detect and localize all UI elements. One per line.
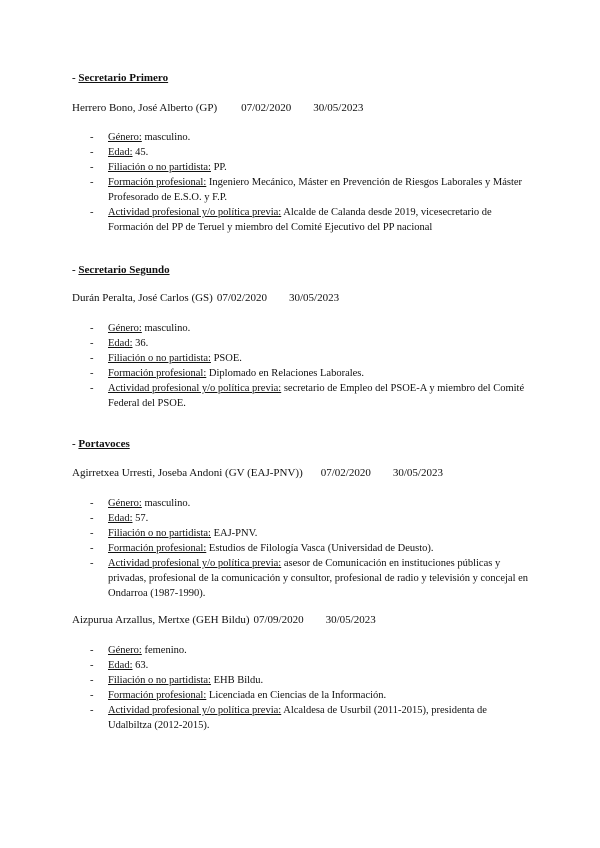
person-name: Durán Peralta, José Carlos (GS) [72,292,213,304]
attribute-filiacion: - Filiación o no partidista: EHB Bildu. [90,675,264,686]
attribute-list [90,321,530,411]
person-header [72,614,376,626]
attribute-edad: - Edad: 36. [90,338,149,349]
attribute-list [90,496,530,601]
person-name: Aizpurua Arzallus, Mertxe (GEH Bildu) [72,614,250,626]
person-name: Agirretxea Urresti, Joseba Andoni (GV (EAJ-PNV)) [72,467,303,479]
date-start: 07/02/2020 [216,292,267,304]
attribute-edad: - Edad: 45. [90,147,149,158]
attribute-edad: - Edad: 57. [90,513,149,524]
attribute-genero: - Género: masculino. [90,323,191,334]
person-header [72,292,339,304]
date-end: 30/05/2023 [392,467,443,479]
attribute-formacion: - Formación profesional: Licenciada en Ciencias de la Información. [90,690,387,701]
section-title-secretario-segundo: - Secretario Segundo [72,264,170,276]
attribute-actividad: - Actividad profesional y/o política previa: Alcalde de Calanda desde 2019, vicesecretario de Formación del PP de Teruel y miembro del Comité Ejecutivo del PP nacional [90,207,492,233]
date-end: 30/05/2023 [325,614,376,626]
attribute-edad: - Edad: 63. [90,660,149,671]
attribute-actividad: - Actividad profesional y/o política previa: Alcaldesa de Usurbil (2011-2015), presidenta de Udalbiltza (2012-2015). [90,705,487,731]
attribute-filiacion: - Filiación o no partidista: EAJ-PNV. [90,528,258,539]
attribute-list [90,643,530,733]
attribute-genero: - Género: masculino. [90,132,191,143]
attribute-formacion: - Formación profesional: Diplomado en Relaciones Laborales. [90,368,365,379]
attribute-actividad: - Actividad profesional y/o política previa: secretario de Empleo del PSOE-A y miembro del Comité Federal del PSOE. [90,383,525,409]
attribute-list [90,130,530,235]
date-start: 07/02/2020 [241,102,292,114]
person-header [72,102,363,114]
person-name: Herrero Bono, José Alberto (GP) [72,102,218,114]
attribute-filiacion: - Filiación o no partidista: PP. [90,162,227,173]
attribute-formacion: - Formación profesional: Ingeniero Mecánico, Máster en Prevención de Riesgos Laborales y Máster Profesorado de E.S.O. y F.P. [90,177,523,203]
date-start: 07/02/2020 [320,467,371,479]
attribute-actividad: - Actividad profesional y/o política previa: asesor de Comunicación en instituciones públicas y privadas, profesional de la comunicación y consultor, profesional de radio y televisión y concejal en Ondarroa (1987-1990). [90,558,529,599]
attribute-filiacion: - Filiación o no partidista: PSOE. [90,353,242,364]
date-start: 07/09/2020 [253,614,304,626]
date-end: 30/05/2023 [288,292,340,304]
attribute-formacion: - Formación profesional: Estudios de Filología Vasca (Universidad de Deusto). [90,543,434,554]
date-end: 30/05/2023 [313,102,364,114]
attribute-genero: - Género: femenino. [90,645,187,656]
attribute-genero: - Género: masculino. [90,498,191,509]
section-title-portavoces: - Portavoces [72,438,130,450]
person-header [72,467,443,479]
section-title-secretario-primero: - Secretario Primero [72,72,169,84]
